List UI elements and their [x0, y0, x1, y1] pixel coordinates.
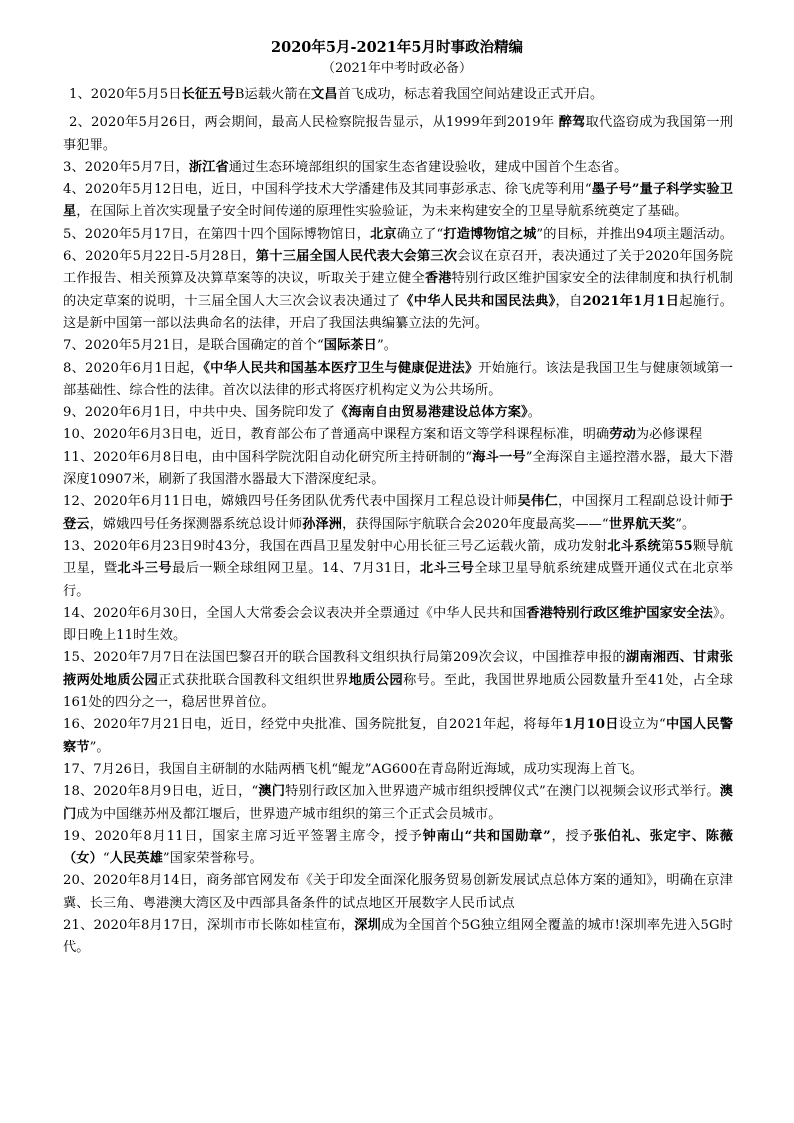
- bold-keyword: 55: [674, 538, 693, 554]
- bold-keyword: 钟南山“共和国勋章”: [422, 828, 551, 844]
- bold-keyword: 人民英雄: [109, 851, 163, 867]
- bold-keyword: 北斗三号: [419, 561, 475, 577]
- bold-keyword: 醉驾: [558, 115, 586, 131]
- bold-keyword: 第十三届全国人民代表大会第三次: [255, 249, 458, 265]
- bold-keyword: 张伯礼、张定宇、陈薇（女）: [63, 828, 734, 867]
- news-item: [63, 447, 733, 492]
- item-text: 2、2020年5月26日，两会期间，最高人民检察院报告显示，从1999年到2019年: [69, 115, 559, 131]
- bold-keyword: 湖南湘西、甘肃张掖两处地质公园: [63, 650, 734, 688]
- item-text: 10、2020年6月3日电，近日，教育部公布了普通高中课程方案和语文等学科课程标准，明确: [63, 427, 610, 443]
- bold-keyword: 香港: [424, 271, 452, 287]
- item-text: “: [102, 851, 110, 867]
- item-text: 12、2020年6月11日电，嫦娥四号任务团队优秀代表中国探月工程总设计师: [63, 494, 518, 510]
- item-text: 17、7月26日，我国自主研制的水陆两栖飞机“鲲龙”AG600在青岛附近海域，成功实现海上首飞。: [63, 761, 644, 777]
- bold-keyword: 打造博物馆之城: [443, 226, 537, 242]
- item-text: 7、2020年5月21日，是联合国确定的首个“: [63, 338, 324, 354]
- item-text: 13、2020年6月23日9时43分，我国在西昌卫星发射中心用长征三号乙运载火箭，成功发射: [63, 538, 608, 554]
- page-title: 2020年5月-2021年5月时事政治精编: [271, 39, 523, 56]
- bold-keyword: 国际茶日: [323, 338, 377, 354]
- item-text: 最后一颗全球组网卫星。14、7月31日，: [172, 561, 420, 577]
- bold-keyword: 香港特别行政区维护国家安全法: [526, 605, 713, 621]
- item-text: 为必修课程: [635, 427, 703, 443]
- news-item: [63, 826, 733, 871]
- bold-keyword: 中国人民警察节: [63, 717, 734, 755]
- news-item: [63, 358, 733, 403]
- item-text: 8、2020年6月1日起，: [63, 360, 204, 376]
- news-item: [63, 536, 733, 603]
- item-text: ，自: [555, 293, 583, 309]
- item-text: 特别行政区维护国家安全的法律制度和执行机制的决定草案的说明，十三届全国人大三次会议表决通过了: [63, 271, 733, 309]
- item-text: 称号。至此，我国世界地质公园数量升至41处，占全球161处的四分之一，稳居世界首位。: [63, 672, 734, 711]
- item-text: 19、2020年8月11日，国家主席习近平签署主席令，授予: [63, 828, 423, 844]
- item-text: ，中国探月工程副总设计师: [557, 494, 720, 510]
- bold-keyword: 北京: [370, 226, 397, 242]
- news-item: [63, 647, 733, 714]
- item-text: 成为中国继苏州及都江堰后，世界遗产城市组织的第三个正式会员城市。: [76, 806, 502, 822]
- item-text: 14、2020年6月30日，全国人大常委会会议表决并全票通过《中华人民共和国: [63, 605, 527, 621]
- item-text: ，获得国际宇航联合会2020年度最高奖——“: [342, 516, 609, 532]
- item-text: 取代盗窃成为我国第一刑事犯罪。: [63, 115, 733, 153]
- item-text: 20、2020年8月14日，商务部官网发布《关于印发全面深化服务贸易创新发展试点总体方案的通知》，明确在京津冀、长三角、粤港澳大湾区及中西部具备条件的试点地区开展数字人民币试点: [63, 873, 733, 911]
- news-item: [63, 781, 733, 826]
- bold-keyword: 墨子号”量子科学实验卫星: [63, 182, 733, 220]
- news-list: [63, 84, 733, 960]
- news-item: [63, 870, 733, 915]
- item-text: 特别行政区加入世界遗产城市组织授牌仪式”在澳门以视频会议形式举行。: [285, 784, 720, 800]
- item-text: 15、2020年7月7日在法国巴黎召开的联合国教科文组织执行局第209次会议，中国推荐申报的: [63, 650, 626, 666]
- bold-keyword: 文昌: [310, 87, 338, 102]
- news-item: [63, 424, 733, 446]
- item-text: ”全海深自主遥控潜水器，最大下潜深度10907米，刷新了我国潜水器最大下潜深度纪录。: [63, 449, 733, 488]
- bold-keyword: 孙泽洲: [302, 516, 343, 532]
- item-text: 21、2020年8月17日，深圳市市长陈如桂宣布，: [63, 917, 355, 933]
- item-text: 11、2020年6月8日电，由中国科学院沈阳自动化研究所主持研制的“: [63, 449, 473, 465]
- bold-keyword: 澳门: [63, 784, 733, 822]
- item-text: 正式获批联合国教科文组织世界: [158, 672, 349, 688]
- item-text: 。: [527, 405, 542, 421]
- item-text: 1、2020年5月5日: [69, 87, 182, 102]
- bold-keyword: 劳动: [609, 427, 636, 443]
- item-text: B运载火箭在: [234, 87, 311, 102]
- bold-keyword: 《中华人民共和国民法典》: [400, 293, 556, 309]
- news-item: [63, 491, 733, 536]
- bold-keyword: 2021年1月1日: [582, 293, 680, 309]
- item-text: ”。: [89, 739, 110, 755]
- bold-keyword: 长征五号: [181, 87, 235, 102]
- bold-keyword: 1月10日: [563, 717, 619, 733]
- news-item: [63, 402, 733, 424]
- news-item: [63, 246, 733, 335]
- item-text: 全球卫星导航系统建成暨开通仪式在北京举行。: [63, 561, 733, 599]
- bold-keyword: 吴伟仁: [517, 494, 558, 510]
- item-text: ”的目标，并推出94项主题活动。: [536, 226, 733, 242]
- item-text: 设立为“: [618, 717, 666, 733]
- bold-keyword: 《海南自由贸易港建设总体方案》: [335, 405, 528, 421]
- item-text: 会议在京召开，表决通过了关于2020年国务院工作报告、相关预算及决算草案等的决议，听取关于建立健全: [63, 249, 734, 287]
- news-item: [63, 224, 733, 246]
- item-text: ”国家荣誉称号。: [162, 851, 263, 867]
- item-text: 首飞成功，标志着我国空间站建设正式开启。: [337, 87, 604, 102]
- item-text: 通过生态环境部组织的国家生态省建设验收，建成中国首个生态省。: [228, 159, 628, 175]
- bold-keyword: 《中华人民共和国基本医疗卫生与健康促进法》: [203, 360, 479, 376]
- item-text: 3、2020年5月7日，: [63, 159, 189, 175]
- item-text: ，在国际上首次实现量子安全时间传递的原理性实验验证，为未来构建安全的卫星导航系统奠定了基础。: [76, 204, 688, 220]
- news-item: [63, 603, 733, 648]
- item-text: 起施行。这是新中国第一部以法典命名的法律，开启了我国法典编纂立法的先河。: [63, 293, 733, 331]
- bold-keyword: 澳门: [258, 784, 286, 800]
- item-text: ”。: [675, 516, 696, 532]
- news-item: [63, 714, 733, 759]
- news-item: [63, 84, 733, 106]
- item-text: 开始施行。该法是我国卫生与健康领域第一部基础性、综合性的法律。首次以法律的形式将医疗机构定义为公共场所。: [63, 360, 733, 398]
- item-text: ，嫦娥四号任务探测器系统总设计师: [89, 516, 303, 532]
- news-item: [63, 335, 733, 357]
- bold-keyword: 深圳: [354, 917, 381, 933]
- bold-keyword: 地质公园: [348, 672, 404, 688]
- bold-keyword: 北斗系统: [607, 538, 661, 554]
- news-item: [63, 157, 733, 179]
- item-text: 18、2020年8月9日电，近日，“: [63, 784, 259, 800]
- news-item: [63, 112, 733, 157]
- item-text: 9、2020年6月1日，中共中央、国务院印发了: [63, 405, 336, 421]
- item-text: 确立了“: [396, 226, 444, 242]
- news-item: [63, 179, 733, 224]
- bold-keyword: 于登云: [63, 494, 733, 532]
- bold-keyword: 世界航天奖: [608, 516, 676, 532]
- item-text: 颗导航卫星，暨: [63, 538, 733, 577]
- bold-keyword: 海斗一号: [472, 449, 526, 465]
- item-text: 第: [660, 538, 675, 554]
- item-text: 16、2020年7月21日电，近日，经党中央批准、国务院批复，自2021年起，将每年: [63, 717, 564, 733]
- bold-keyword: 浙江省: [188, 159, 229, 175]
- item-text: ，授予: [550, 828, 594, 844]
- item-text: 6、2020年5月22日-5月28日，: [63, 249, 256, 265]
- news-item: [63, 759, 733, 781]
- page-subtitle: （2021年中考时政必备）: [321, 61, 473, 76]
- item-text: ”。: [376, 338, 398, 354]
- item-text: 4、2020年5月12日电，近日，中国科学技术大学潘建伟及其同事彭承志、徐飞虎等利用“: [63, 182, 592, 198]
- news-item: [63, 915, 733, 960]
- item-text: 》。即日晚上11时生效。: [63, 605, 734, 644]
- item-text: 5、2020年5月17日，在第四十四个国际博物馆日，: [63, 226, 371, 242]
- bold-keyword: 北斗三号: [117, 561, 173, 577]
- item-text: 成为全国首个5G独立组网全覆盖的城市!深圳率先进入5G时代。: [63, 917, 733, 956]
